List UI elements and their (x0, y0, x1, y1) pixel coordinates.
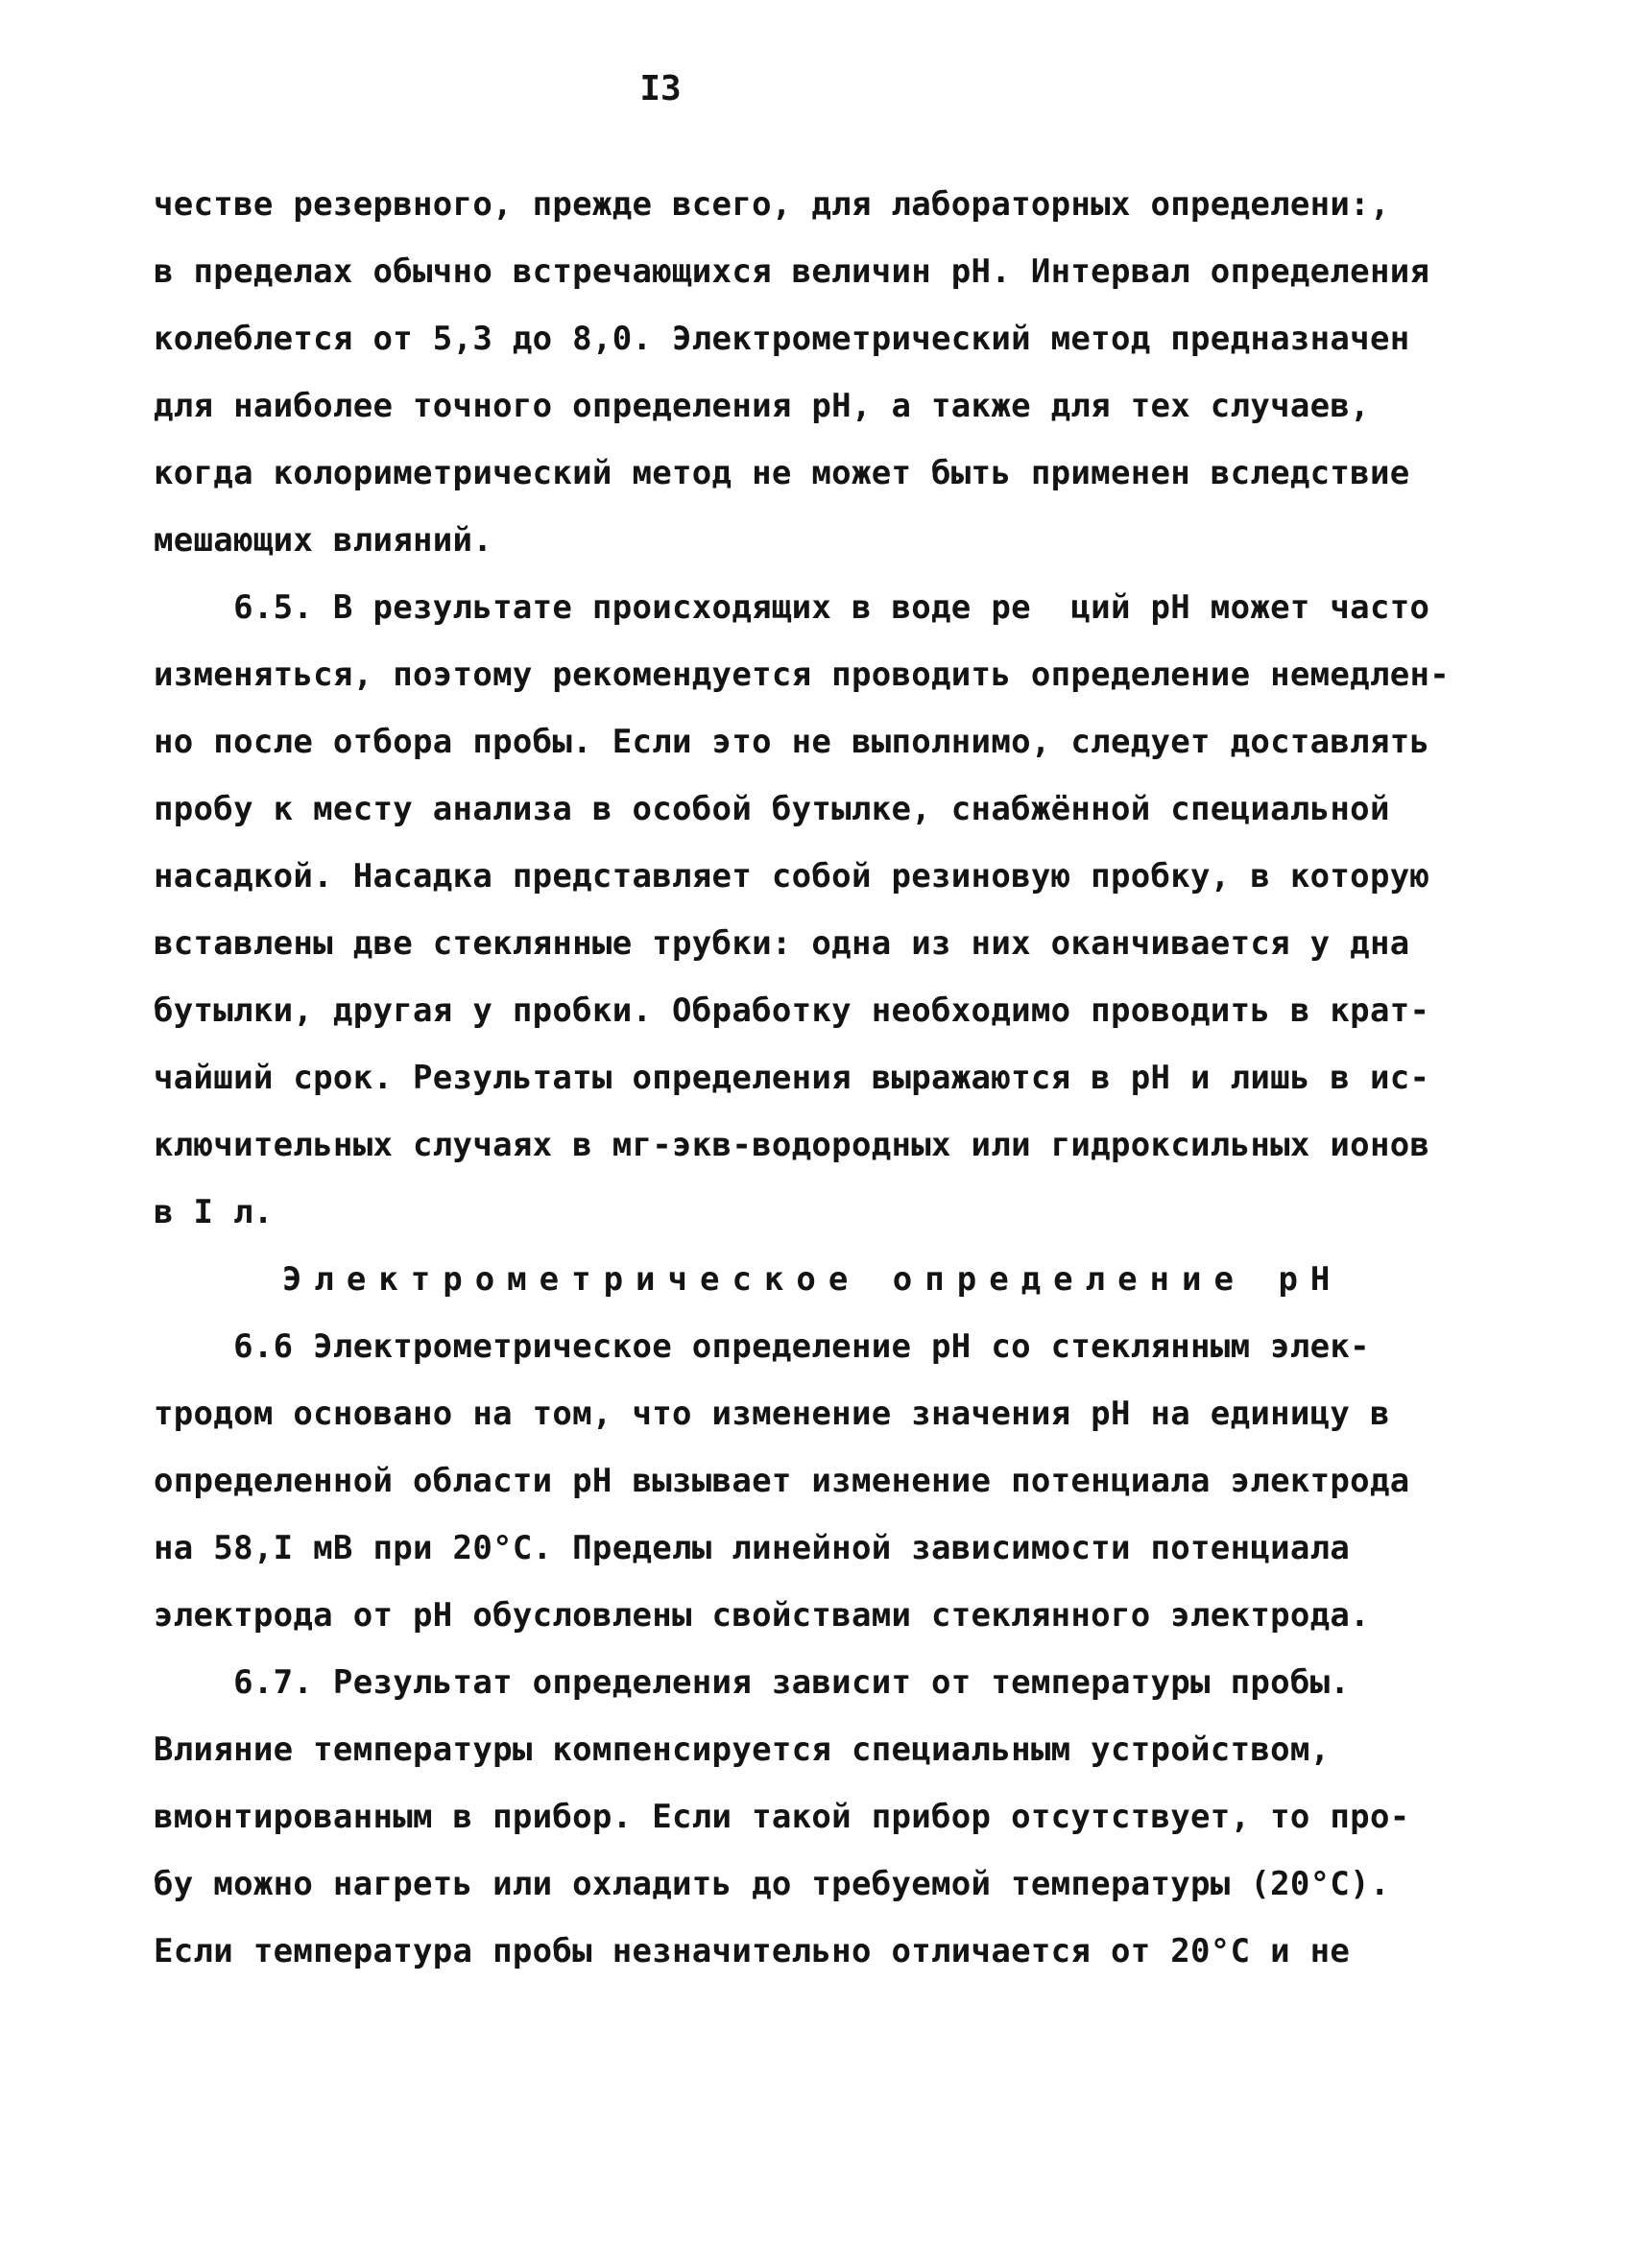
paragraph-6-5-start: 6.5. В результате происходящих в воде ре ций рН может часто (154, 588, 1430, 627)
text-line: честве резервного, прежде всего, для лабораторных определени:, (154, 185, 1390, 224)
text-line: чайший срок. Результаты определения выражаются в рН и лишь в ис- (154, 1059, 1430, 1097)
text-line: вмонтированным в прибор. Если такой прибор отсутствует, то про- (154, 1798, 1410, 1836)
text-line: вставлены две стеклянные трубки: одна из них оканчивается у дна (154, 924, 1410, 963)
paragraph-6-6-start: 6.6 Электрометрическое определение рН со стеклянным элек- (154, 1327, 1370, 1366)
text-line: пробу к месту анализа в особой бутылке, снабжённой специальной (154, 790, 1390, 828)
text-line: Если температура пробы незначительно отличается от 20°С и не (154, 1932, 1351, 1970)
section-heading: Электрометрическое определение рН (154, 1260, 1343, 1299)
text-line: тродом основано на том, что изменение значения рН на единицу в (154, 1395, 1390, 1433)
text-line: когда колориметрический метод не может быть применен вследствие (154, 454, 1410, 492)
page-number: I3 (639, 69, 682, 108)
text-line: мешающих влияний. (154, 521, 493, 560)
text-line: Влияние температуры компенсируется специальным устройством, (154, 1731, 1331, 1769)
text-line: насадкой. Насадка представляет собой резиновую пробку, в которую (154, 857, 1430, 895)
paragraph-6-7-start: 6.7. Результат определения зависит от температуры пробы. (154, 1663, 1351, 1702)
text-line: для наиболее точного определения рН, а также для тех случаев, (154, 387, 1370, 425)
text-line: в пределах обычно встречающихся величин рН. Интервал определения (154, 252, 1430, 291)
text-line: бу можно нагреть или охладить до требуемой температуры (20°С). (154, 1865, 1390, 1903)
text-line: колеблется от 5,3 до 8,0. Электрометрический метод предназначен (154, 320, 1410, 358)
text-line: изменяться, поэтому рекомендуется проводить определение немедлен- (154, 656, 1451, 694)
text-line: в I л. (154, 1193, 274, 1231)
text-line: на 58,I мВ при 20°С. Пределы линейной зависимости потенциала (154, 1529, 1351, 1567)
text-line: ключительных случаях в мг-экв-водородных или гидроксильных ионов (154, 1126, 1430, 1164)
text-line: электрода от рН обусловлены свойствами стеклянного электрода. (154, 1596, 1370, 1635)
text-line: но после отбора пробы. Если это не выполнимо, следует доставлять (154, 723, 1430, 761)
body-text (154, 171, 1478, 1985)
text-line: определенной области рН вызывает изменение потенциала электрода (154, 1462, 1410, 1500)
text-line: бутылки, другая у пробки. Обработку необходимо проводить в крат- (154, 991, 1430, 1030)
